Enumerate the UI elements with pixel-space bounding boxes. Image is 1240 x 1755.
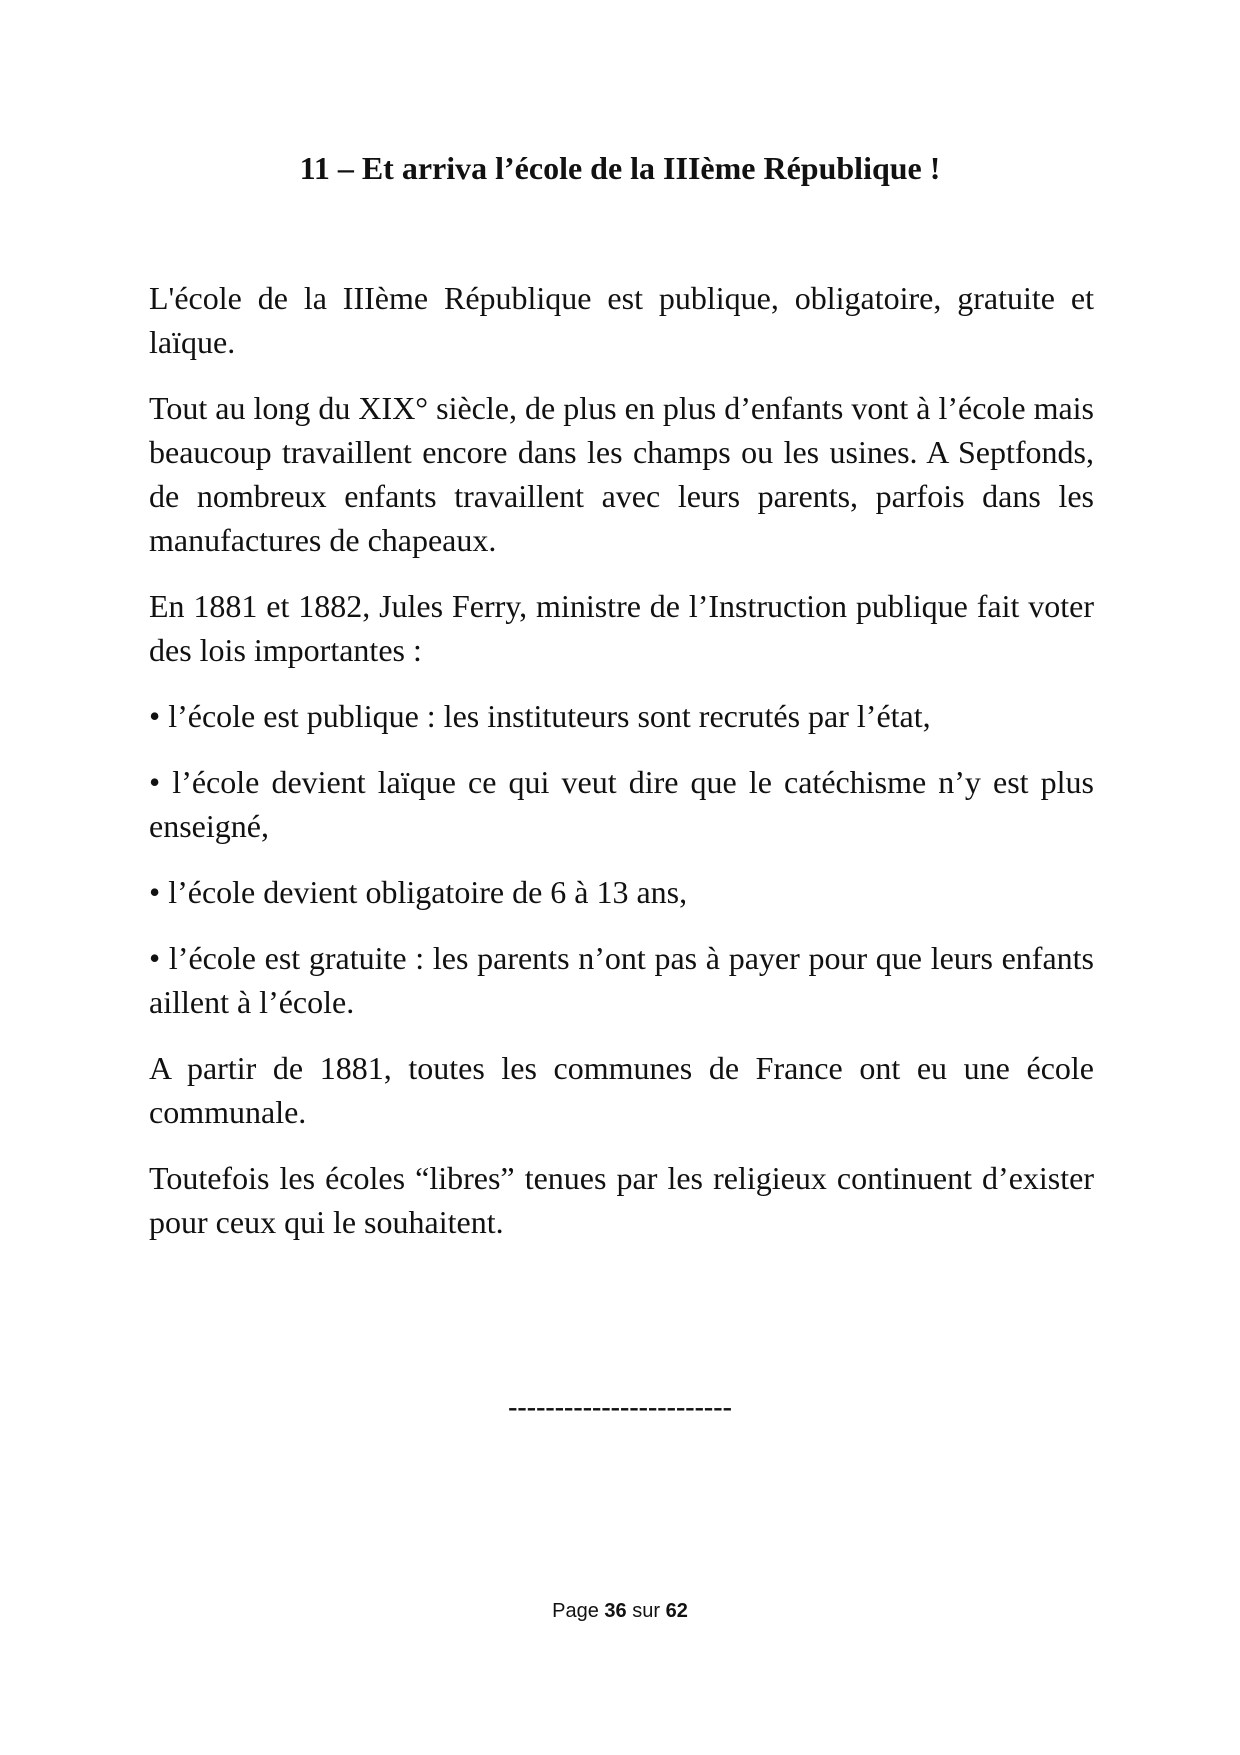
page-footer	[0, 1598, 1240, 1624]
bullet-item: • l’école est publique : les instituteurs sont recrutés par l’état,	[149, 698, 931, 734]
section-separator: ------------------------	[508, 1392, 732, 1423]
bullet-item: • l’école devient obligatoire de 6 à 13 ans,	[149, 874, 688, 910]
paragraph: A partir de 1881, toutes les communes de France ont eu une école communale.	[149, 1050, 1094, 1130]
bullet-item: • l’école devient laïque ce qui veut dire que le catéchisme n’y est plus enseigné,	[149, 764, 1094, 844]
paragraph: Tout au long du XIX° siècle, de plus en plus d’enfants vont à l’école mais beaucoup travaillent encore dans les champs ou les usines. A Septfonds, de nombreux enfants travaillent avec leurs parents, parfois dans les manufactures de chapeaux.	[149, 390, 1094, 558]
page-title: 11 – Et arriva l’école de la IIIème République !	[299, 150, 941, 186]
page-label: Page	[552, 1600, 599, 1622]
document-body	[149, 276, 1094, 1266]
bullet-item: • l’école est gratuite : les parents n’ont pas à payer pour que leurs enfants aillent à l’école.	[149, 940, 1094, 1020]
paragraph: L'école de la IIIème République est publique, obligatoire, gratuite et laïque.	[149, 280, 1094, 360]
paragraph: Toutefois les écoles “libres” tenues par les religieux continuent d’exister pour ceux qui le souhaitent.	[149, 1160, 1094, 1240]
of-label: sur	[632, 1600, 661, 1622]
page-number: 36	[604, 1600, 627, 1622]
paragraph: En 1881 et 1882, Jules Ferry, ministre de l’Instruction publique fait voter des lois importantes :	[149, 588, 1094, 668]
total-pages: 62	[665, 1600, 688, 1622]
